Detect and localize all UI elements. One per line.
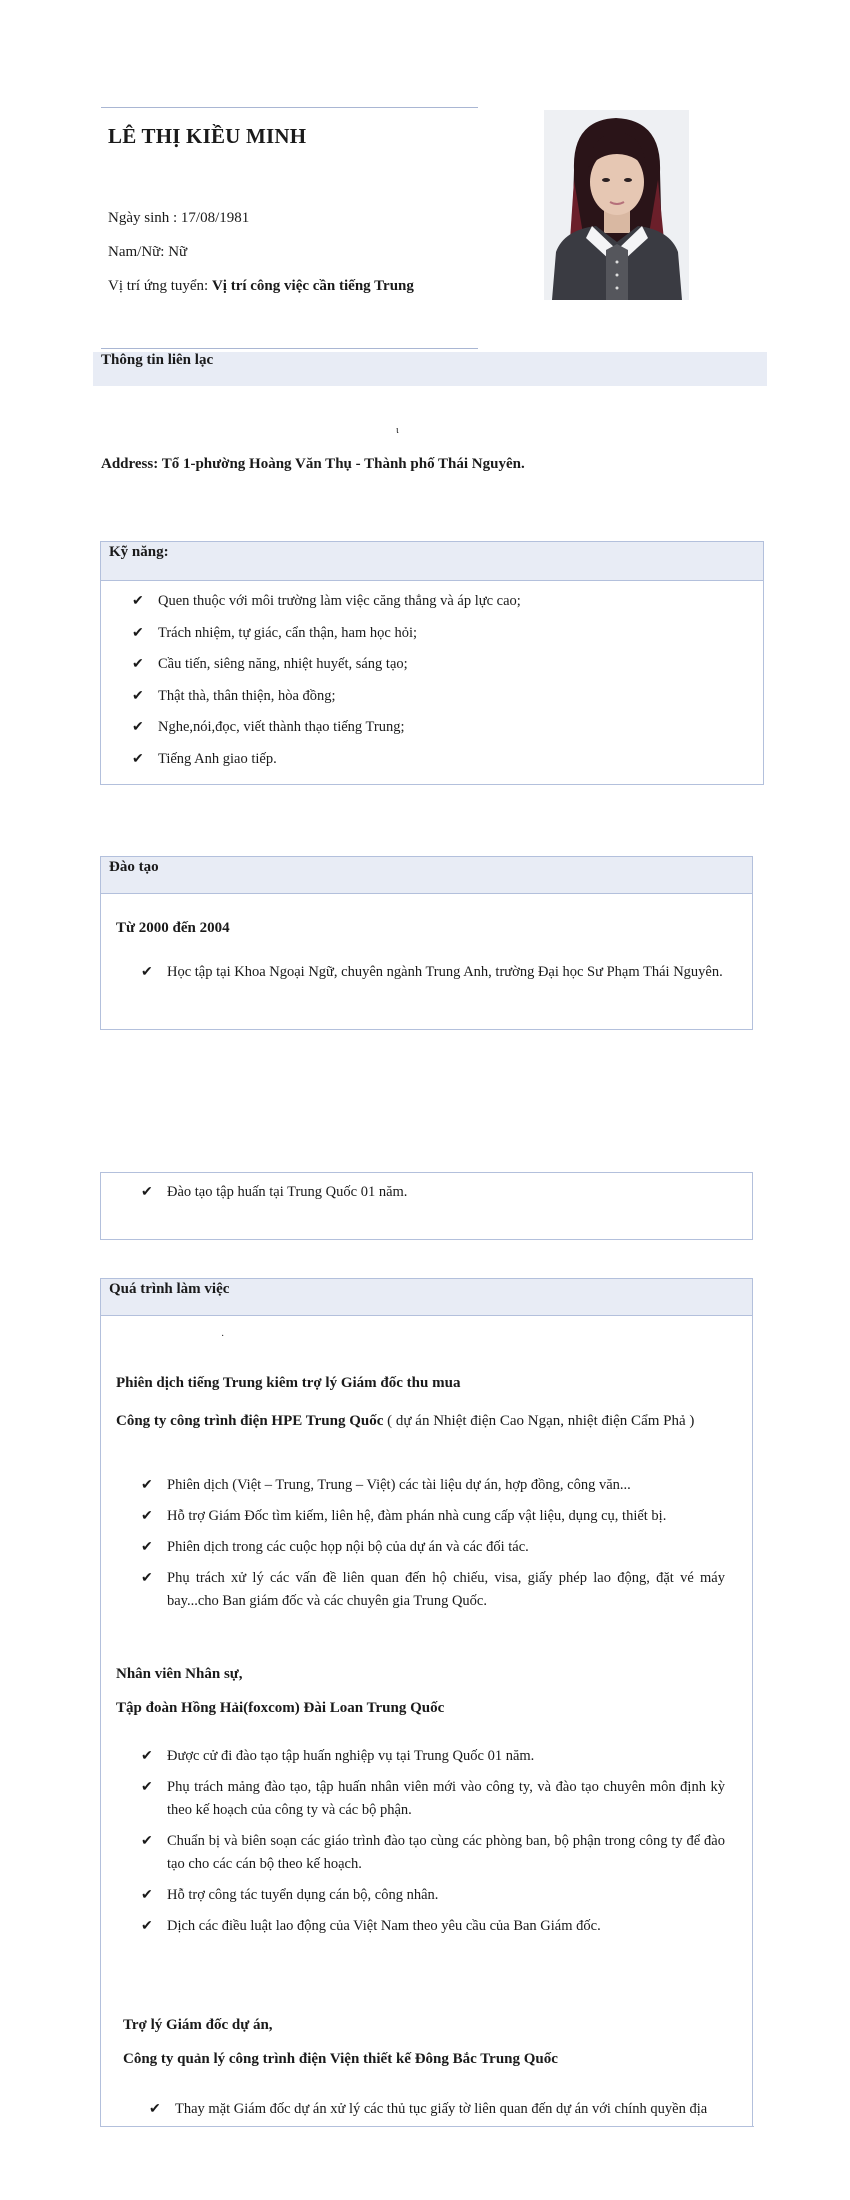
list-item — [141, 1474, 725, 1497]
duty-text: Được cử đi đào tạo tập huấn nghiệp vụ tại Trung Quốc 01 năm. — [167, 1748, 535, 1764]
duty-text: Thay mặt Giám đốc dự án xử lý các thủ tục giấy tờ liên quan đến dự án với chính quyền địa — [175, 2101, 708, 2117]
education-heading: Đào tạo — [109, 859, 159, 875]
check-icon: ✔ — [132, 751, 144, 767]
candidate-name: LÊ THỊ KIỀU MINH — [108, 124, 307, 148]
list-item — [141, 1181, 725, 1204]
check-icon: ✔ — [149, 2102, 161, 2117]
job-title: Trợ lý Giám đốc dự án, — [123, 2017, 273, 2033]
list-item — [141, 1536, 725, 1559]
list-item — [132, 590, 742, 622]
skill-text: Tiếng Anh giao tiếp. — [158, 750, 277, 767]
check-icon: ✔ — [132, 625, 144, 641]
contact-mark: ι — [396, 425, 399, 436]
check-icon: ✔ — [141, 1509, 153, 1524]
check-icon: ✔ — [141, 1919, 153, 1934]
list-item — [132, 653, 742, 685]
skills-section — [100, 541, 764, 785]
skill-text: Quen thuộc với môi trường làm việc căng thẳng và áp lực cao; — [158, 593, 521, 609]
job-company — [116, 1410, 726, 1433]
list-item — [132, 748, 742, 780]
dob-line — [108, 210, 249, 227]
skills-list — [132, 590, 742, 779]
experience-mark: · — [221, 1331, 225, 1342]
dob-value: 17/08/1981 — [180, 210, 250, 226]
list-item — [141, 1505, 725, 1528]
duty-text: Hỗ trợ công tác tuyển dụng cán bộ, công nhân. — [167, 1887, 439, 1903]
skill-text: Trách nhiệm, tự giác, cẩn thận, ham học hỏi; — [158, 624, 417, 641]
duty-text: Phiên dịch (Việt – Trung, Trung – Việt) các tài liệu dự án, hợp đồng, công văn... — [167, 1477, 631, 1493]
education-extra-list — [141, 1181, 725, 1204]
list-item — [141, 1830, 725, 1876]
company-name: Tập đoàn Hồng Hải(foxcom) Đài Loan Trung Quốc — [116, 1700, 445, 1716]
duty-text: Chuẩn bị và biên soạn các giáo trình đào tạo cùng các phòng ban, bộ phận trong công ty để đào tạo cho các cán bộ theo kế hoạch. — [167, 1833, 725, 1872]
skill-text: Cầu tiến, siêng năng, nhiệt huyết, sáng tạo; — [158, 656, 408, 672]
list-item — [149, 2098, 749, 2121]
check-icon: ✔ — [141, 1780, 153, 1795]
contact-section-header — [93, 352, 767, 386]
company-note: ( dự án Nhiệt điện Cao Ngạn, nhiệt điện Cẩm Phả ) — [383, 1413, 695, 1429]
education-extra-section — [100, 1172, 753, 1240]
check-icon: ✔ — [141, 1185, 153, 1200]
job-company — [116, 1700, 444, 1717]
position-line — [108, 278, 414, 295]
duty-text: Phụ trách mảng đào tạo, tập huấn nhân viên mới vào công ty, và đào tạo chuyên môn định kỳ theo kế hoạch của công ty và các bộ phận. — [167, 1779, 725, 1818]
check-icon: ✔ — [132, 688, 144, 704]
list-item — [141, 961, 725, 984]
check-icon: ✔ — [132, 657, 144, 672]
check-icon: ✔ — [141, 965, 153, 980]
education-section — [100, 856, 753, 1030]
check-icon: ✔ — [141, 1478, 153, 1493]
list-item — [141, 1567, 725, 1613]
dob-label: Ngày sinh : — [108, 210, 181, 226]
job-duties-list — [149, 2098, 749, 2124]
job-duties-list — [141, 1474, 725, 1613]
list-item — [141, 1884, 725, 1907]
gender-line — [108, 244, 187, 261]
experience-section-header — [101, 1279, 752, 1316]
duty-text: Phụ trách xử lý các vấn đề liên quan đến hộ chiếu, visa, giấy phép lao động, đặt vé máy bay...cho Ban giám đốc và các chuyên gia Trung Quốc. — [167, 1570, 725, 1609]
list-item — [132, 685, 742, 717]
duty-text: Hỗ trợ Giám Đốc tìm kiếm, liên hệ, đàm phán nhà cung cấp vật liệu, dụng cụ, thiết bị. — [167, 1508, 667, 1524]
education-extra-text: Đào tạo tập huấn tại Trung Quốc 01 năm. — [167, 1184, 408, 1200]
education-period: Từ 2000 đến 2004 — [116, 920, 230, 936]
skills-heading: Kỹ năng: — [109, 544, 169, 560]
skill-text: Thật thà, thân thiện, hòa đồng; — [158, 687, 336, 704]
contact-heading: Thông tin liên lạc — [101, 352, 214, 368]
job-title: Nhân viên Nhân sự, — [116, 1666, 243, 1682]
experience-heading: Quá trình làm việc — [109, 1281, 230, 1297]
check-icon: ✔ — [141, 1571, 153, 1586]
address-line: Address: Tổ 1-phường Hoàng Văn Thụ - Thành phố Thái Nguyên. — [101, 456, 525, 472]
list-item — [132, 716, 742, 748]
check-icon: ✔ — [141, 1749, 153, 1764]
job-duties-list — [141, 1745, 725, 1938]
experience-section — [100, 1278, 753, 2127]
education-list — [141, 961, 725, 984]
skills-section-header — [101, 542, 763, 581]
company-name: Công ty quản lý công trình điện Viện thiết kế Đông Bắc Trung Quốc — [123, 2051, 558, 2067]
check-icon: ✔ — [132, 594, 144, 609]
profile-photo — [544, 110, 689, 300]
gender-label: Nam/Nữ: — [108, 244, 169, 260]
list-item — [141, 1915, 725, 1938]
list-item — [141, 1745, 725, 1768]
check-icon: ✔ — [141, 1834, 153, 1849]
list-item — [132, 622, 742, 654]
duty-text: Phiên dịch trong các cuộc họp nội bộ của dự án và các đối tác. — [167, 1539, 529, 1555]
list-item — [141, 1776, 725, 1822]
education-section-header — [101, 857, 752, 894]
gender-value: Nữ — [168, 244, 188, 260]
check-icon: ✔ — [132, 720, 144, 735]
position-value: Vị trí công việc cần tiếng Trung — [211, 278, 414, 294]
skill-text: Nghe,nói,đọc, viết thành thạo tiếng Trung; — [158, 719, 405, 735]
check-icon: ✔ — [141, 1540, 153, 1555]
portrait-image — [544, 110, 689, 300]
job-title: Phiên dịch tiếng Trung kiêm trợ lý Giám đốc thu mua — [116, 1375, 461, 1391]
header-top-rule — [101, 107, 478, 108]
position-label: Vị trí ứng tuyển: — [108, 278, 212, 294]
experience-bottom-rule — [100, 2126, 754, 2127]
check-icon: ✔ — [141, 1888, 153, 1903]
education-text: Học tập tại Khoa Ngoại Ngữ, chuyên ngành Trung Anh, trường Đại học Sư Phạm Thái Nguyên. — [167, 964, 723, 980]
job-company — [123, 2051, 558, 2068]
duty-text: Dịch các điều luật lao động của Việt Nam theo yêu cầu của Ban Giám đốc. — [167, 1918, 601, 1934]
contact-top-rule — [101, 348, 478, 349]
company-name: Công ty công trình điện HPE Trung Quốc — [116, 1413, 384, 1429]
